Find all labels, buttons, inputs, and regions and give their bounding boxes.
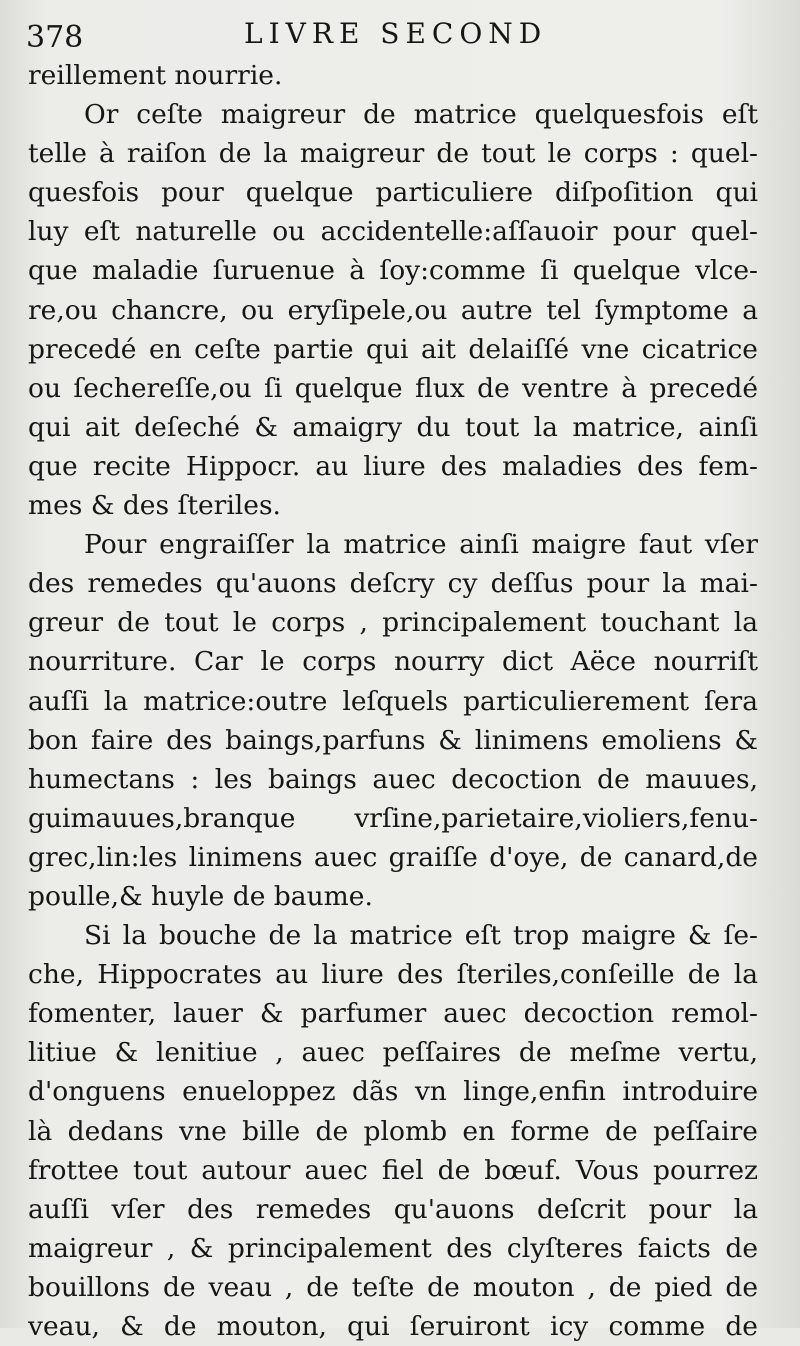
- text-line: auſſi vſer des remedes qu'auons deſcrit pour la: [28, 1193, 758, 1225]
- text-line: d'onguens enueloppez dãs vn linge,enfin introduire: [28, 1076, 758, 1108]
- text-line: bouillons de veau , de teſte de mouton , de pied de: [28, 1271, 758, 1303]
- text-line: que maladie ſuruenue à ſoy:comme ſi quelque vlce-: [28, 255, 758, 287]
- text-line: grec,lin:les linimens auec graiſſe d'oye, de canard,de: [28, 841, 758, 873]
- text-line: là dedans vne bille de plomb en forme de peſſaire: [28, 1115, 758, 1147]
- paragraph-start-line: Pour engraiſſer la matrice ainſi maigre faut vſer: [84, 529, 758, 561]
- running-head: LIVRE SECOND: [244, 17, 548, 50]
- text-line: litiue & lenitiue , auec peſſaires de meſme vertu,: [28, 1037, 758, 1069]
- text-line: re,ou chancre, ou eryſipele,ou autre tel ſymptome a: [28, 294, 758, 326]
- text-line: luy eſt naturelle ou accidentelle:aſſauoir pour quel-: [28, 216, 758, 248]
- text-line: ou ſechereſſe,ou ſi quelque flux de ventre à precedé: [28, 372, 758, 404]
- text-line: auſſi la matrice:outre leſquels particulierement ſera: [28, 685, 758, 717]
- text-line: mes & des ſteriles.: [28, 490, 281, 522]
- text-line: humectans : les baings auec decoction de mauues,: [28, 763, 758, 795]
- text-line: poulle,& huyle de baume.: [28, 880, 373, 912]
- text-line: frottee tout autour auec fiel de bœuf. Vous pourrez: [28, 1154, 758, 1186]
- text-line: qui ait deſeché & amaigry du tout la matrice, ainſi: [28, 411, 758, 443]
- text-line: che, Hippocrates au liure des ſteriles,conſeille de la: [28, 959, 758, 991]
- text-line: reillement nourrie.: [28, 60, 283, 91]
- text-line: telle à raiſon de la maigreur de tout le corps : quel-: [28, 138, 758, 170]
- body-text: [28, 56, 758, 1346]
- text-line: maigreur , & principalement des clyſteres faicts de: [28, 1232, 758, 1264]
- text-line: veau, & de mouton, qui ſeruiront icy comme de: [28, 1311, 758, 1342]
- text-line: nourriture. Car le corps nourry dict Aëce nourriſt: [28, 646, 758, 678]
- text-line: que recite Hippocr. au liure des maladies des fem-: [28, 450, 758, 482]
- text-line: bon faire des baings,parfuns & linimens emoliens &: [28, 724, 758, 756]
- paragraph-start-line: Si la bouche de la matrice eſt trop maigre & ſe-: [84, 920, 758, 952]
- text-line: fomenter, lauer & parfumer auec decoction remol-: [28, 998, 758, 1030]
- text-line: des remedes qu'auons deſcry cy deſſus pour la mai-: [28, 568, 758, 600]
- text-line: precedé en ceſte partie qui ait delaiſſé vne cicatrice: [28, 333, 758, 365]
- page-header: [26, 14, 766, 54]
- paragraph-start-line: Or ceſte maigreur de matrice quelquesfois eſt: [84, 99, 758, 131]
- text-line: quesfois pour quelque particuliere diſpoſition qui: [28, 177, 758, 209]
- page-number: 378: [26, 20, 84, 55]
- text-line: guimauues,branque vrſine,parietaire,violiers,fenu-: [28, 802, 758, 834]
- text-line: greur de tout le corps , principalement touchant la: [28, 607, 758, 639]
